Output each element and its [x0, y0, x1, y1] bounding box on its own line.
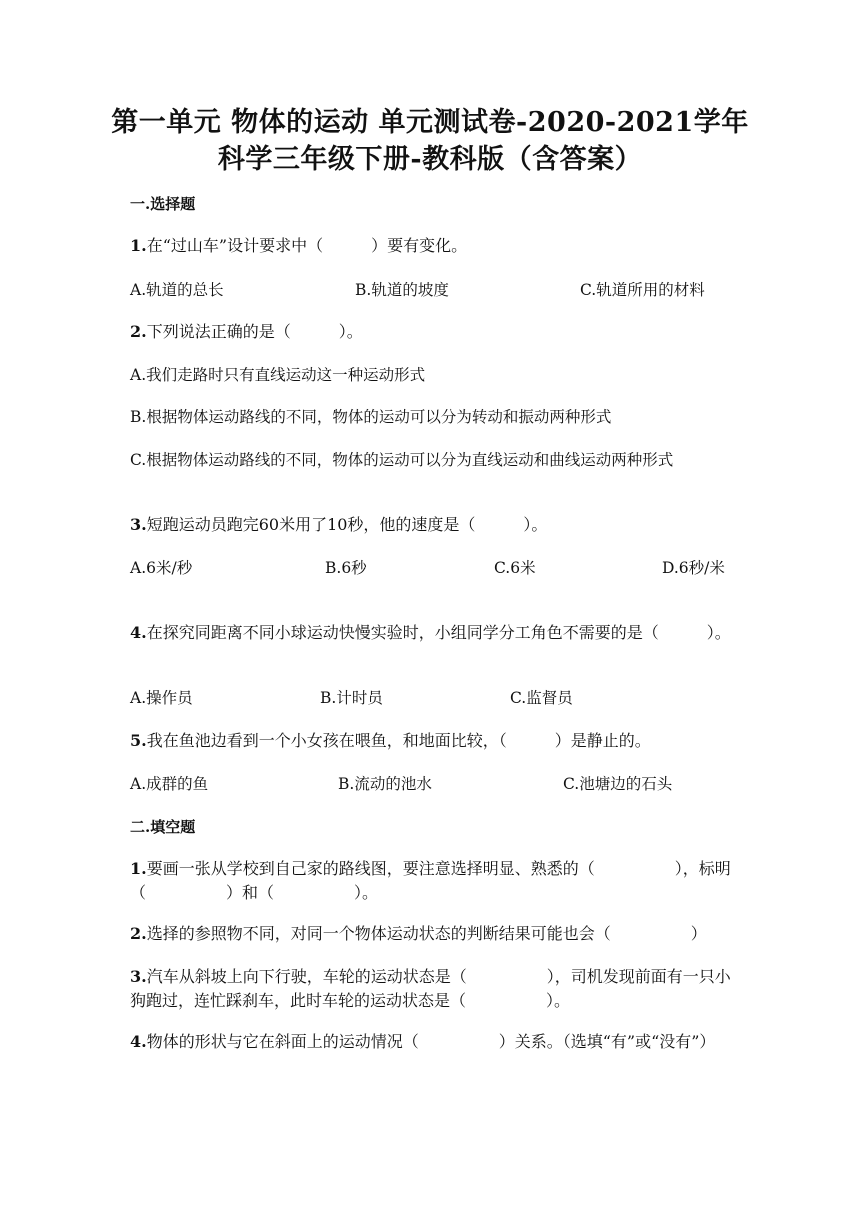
choice-q5-option-a: A.成群的鱼 — [130, 775, 209, 793]
choice-q5-option-b: B.流动的池水 — [338, 775, 432, 793]
question-number: 4. — [130, 623, 147, 642]
choice-q3-option-d: D.6秒/米 — [662, 559, 725, 577]
question-text: 选择的参照物不同，对同一个物体运动状态的判断结果可能也会（ ） — [146, 924, 707, 943]
fill-question-1 — [130, 857, 740, 905]
section-heading-choice: 一.选择题 — [130, 195, 196, 213]
question-text: 在“过山车”设计要求中（ ）要有变化。 — [146, 236, 468, 255]
choice-q4-option-a: A.操作员 — [130, 689, 193, 707]
choice-question-5 — [130, 729, 740, 753]
choice-q2-option-c: C.根据物体运动路线的不同，物体的运动可以分为直线运动和曲线运动两种形式 — [130, 451, 674, 469]
question-text: 我在鱼池边看到一个小女孩在喂鱼，和地面比较，（ ）是静止的。 — [146, 731, 651, 750]
fill-question-4 — [130, 1030, 740, 1054]
question-number: 1. — [130, 859, 147, 878]
choice-question-4 — [130, 621, 740, 645]
choice-q4-option-b: B.计时员 — [320, 689, 383, 707]
question-number: 4. — [130, 1032, 147, 1051]
page-title-line-2: 科学三年级下册-教科版（含答案） — [217, 144, 643, 175]
question-text: 短跑运动员跑完60米用了10秒，他的速度是（ ）。 — [146, 515, 548, 534]
fill-question-2 — [130, 922, 740, 946]
question-text: 要画一张从学校到自己家的路线图，要注意选择明显、熟悉的（ ），标明（ ）和（ ）。 — [130, 859, 731, 902]
question-number: 2. — [130, 924, 147, 943]
question-text: 在探究同距离不同小球运动快慢实验时，小组同学分工角色不需要的是（ ）。 — [146, 623, 731, 642]
choice-q4-option-c: C.监督员 — [510, 689, 573, 707]
choice-q2-option-b: B.根据物体运动路线的不同，物体的运动可以分为转动和振动两种形式 — [130, 408, 612, 426]
question-number: 2. — [130, 322, 147, 341]
choice-q1-option-a: A.轨道的总长 — [130, 281, 224, 299]
choice-q3-option-a: A.6米/秒 — [130, 559, 193, 577]
fill-question-3 — [130, 965, 740, 1013]
question-text: 下列说法正确的是（ ）。 — [146, 322, 363, 341]
question-number: 1. — [130, 236, 147, 255]
page-title-line-1: 第一单元 物体的运动 单元测试卷-2020-2021学年 — [111, 107, 749, 138]
question-text: 物体的形状与它在斜面上的运动情况（ ）关系。（选填“有”或“没有”） — [146, 1032, 716, 1051]
choice-q3-option-b: B.6秒 — [325, 559, 367, 577]
choice-q3-option-c: C.6米 — [494, 559, 536, 577]
choice-q2-option-a: A.我们走路时只有直线运动这一种运动形式 — [130, 366, 426, 384]
choice-question-3 — [130, 513, 740, 537]
question-text: 汽车从斜坡上向下行驶，车轮的运动状态是（ ），司机发现前面有一只小狗跑过，连忙踩刹车，此时车轮的运动状态是（ ）。 — [130, 967, 731, 1010]
choice-q1-option-b: B.轨道的坡度 — [355, 281, 449, 299]
choice-q1-option-c: C.轨道所用的材料 — [580, 281, 705, 299]
question-number: 5. — [130, 731, 147, 750]
question-number: 3. — [130, 515, 147, 534]
section-heading-fill: 二.填空题 — [130, 818, 196, 836]
choice-question-1 — [130, 234, 740, 258]
question-number: 3. — [130, 967, 147, 986]
choice-q5-option-c: C.池塘边的石头 — [563, 775, 673, 793]
choice-question-2 — [130, 320, 740, 344]
